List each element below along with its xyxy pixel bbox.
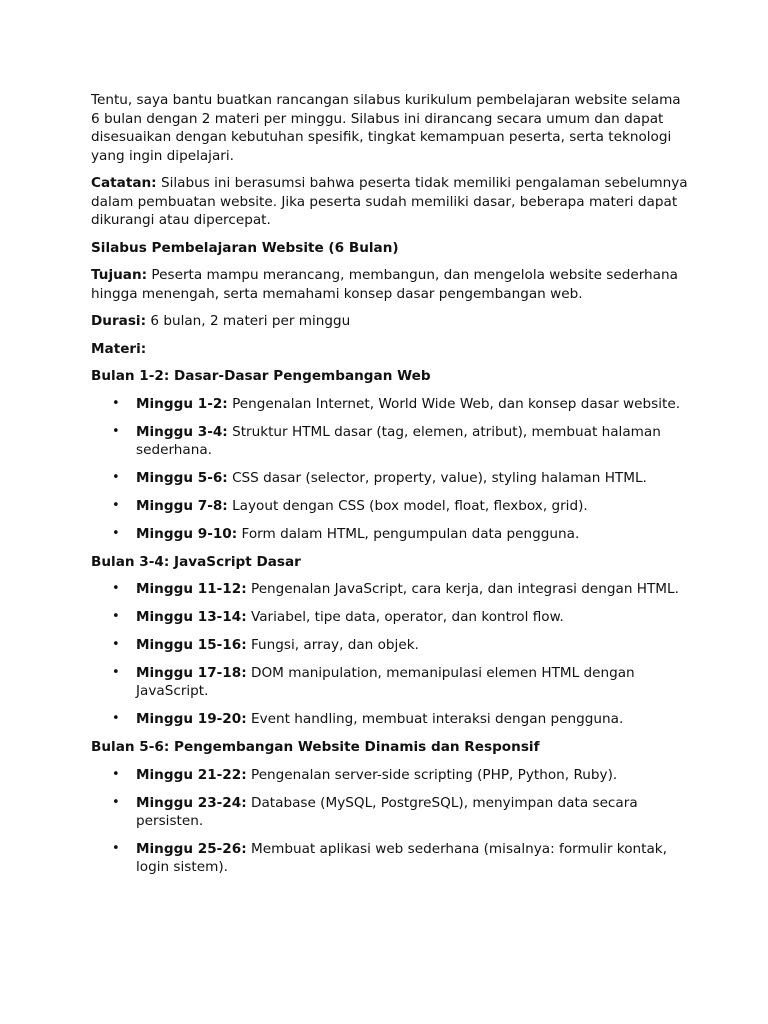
goal-paragraph — [91, 266, 691, 303]
goal-label: Tujuan: — [91, 267, 148, 283]
syllabus-title — [91, 239, 691, 258]
week-label: Minggu 5-6: — [136, 469, 228, 486]
bullet-icon: • — [112, 711, 120, 726]
section-heading — [91, 367, 691, 386]
week-text: Event handling, membuat interaksi dengan pengguna. — [250, 711, 624, 727]
bullet-icon: • — [112, 525, 120, 541]
week-list — [91, 766, 691, 876]
section-heading-text: Bulan 5-6: Pengembangan Website Dinamis dan Responsif — [91, 739, 540, 755]
section-heading-text: Bulan 3-4: JavaScript Dasar — [91, 553, 301, 570]
bullet-icon: • — [112, 766, 120, 782]
week-label: Minggu 3-4: — [136, 423, 228, 440]
week-text: Variabel, tipe data, operator, dan kontrol flow. — [250, 609, 564, 625]
duration-label: Durasi: — [91, 313, 147, 329]
week-text: Pengenalan JavaScript, cara kerja, dan integrasi dengan HTML. — [250, 581, 679, 597]
bullet-icon: • — [112, 469, 120, 485]
bullet-icon: • — [112, 423, 120, 439]
week-label: Minggu 9-10: — [136, 525, 238, 542]
list-item — [91, 395, 691, 413]
duration-paragraph — [91, 312, 691, 331]
list-item — [91, 710, 691, 728]
section-heading-text: Bulan 1-2: Dasar-Dasar Pengembangan Web — [91, 368, 431, 384]
list-item — [91, 608, 691, 626]
week-label: Minggu 11-12: — [136, 581, 247, 597]
section-heading — [91, 553, 691, 572]
week-label: Minggu 21-22: — [136, 766, 247, 783]
duration-text: 6 bulan, 2 materi per minggu — [150, 313, 351, 329]
week-label: Minggu 23-24: — [136, 794, 247, 811]
syllabus-title-text: Silabus Pembelajaran Website (6 Bulan) — [91, 239, 399, 256]
week-text: CSS dasar (selector, property, value), styling halaman HTML. — [232, 469, 647, 486]
week-text: Layout dengan CSS (box model, float, flexbox, grid). — [232, 497, 588, 514]
week-label: Minggu 15-16: — [136, 637, 247, 653]
week-text: Fungsi, array, dan objek. — [250, 637, 419, 653]
note-paragraph — [91, 174, 691, 230]
list-item — [91, 766, 691, 784]
bullet-icon: • — [112, 395, 120, 411]
week-text: Form dalam HTML, pengumpulan data pengguna. — [241, 525, 580, 542]
list-item — [91, 636, 691, 654]
list-item — [91, 423, 691, 459]
week-label: Minggu 17-18: — [136, 665, 247, 681]
list-item — [91, 840, 691, 876]
materials-label: Materi: — [91, 340, 147, 357]
bullet-icon: • — [112, 840, 120, 856]
materials-heading — [91, 340, 691, 359]
week-list — [91, 580, 691, 728]
week-text: Pengenalan server-side scripting (PHP, Python, Ruby). — [250, 766, 618, 783]
week-label: Minggu 7-8: — [136, 497, 228, 514]
bullet-icon: • — [112, 609, 120, 624]
intro-paragraph: Tentu, saya bantu buatkan rancangan silabus kurikulum pembelajaran website selama 6 bulan dengan 2 materi per minggu. Silabus ini dirancang secara umum dan dapat disesuaikan dengan kebutuhan spesifik, tingkat kemampuan peserta, serta teknologi yang ingin dipelajari. — [91, 92, 681, 164]
bullet-icon: • — [112, 497, 120, 513]
bullet-icon: • — [112, 665, 120, 680]
week-label: Minggu 1-2: — [136, 395, 228, 412]
list-item — [91, 794, 691, 830]
note-text: Silabus ini berasumsi bahwa peserta tidak memiliki pengalaman sebelumnya dalam pembuatan website. Jika peserta sudah memiliki dasar, beberapa materi dapat dikurangi atau dipercepat. — [91, 175, 688, 228]
week-text: Membuat aplikasi web sederhana (misalnya: formulir kontak, login sistem). — [136, 840, 667, 875]
section-heading — [91, 738, 691, 757]
week-label: Minggu 25-26: — [136, 840, 247, 857]
bullet-icon: • — [112, 794, 120, 810]
list-item — [91, 469, 691, 487]
goal-text: Peserta mampu merancang, membangun, dan mengelola website sederhana hingga menengah, serta memahami konsep dasar pengembangan web. — [91, 267, 678, 302]
bullet-icon: • — [112, 581, 120, 596]
document-body — [91, 91, 691, 886]
list-item — [91, 580, 691, 598]
week-label: Minggu 19-20: — [136, 711, 247, 727]
week-label: Minggu 13-14: — [136, 609, 247, 625]
list-item — [91, 525, 691, 543]
week-text: Database (MySQL, PostgreSQL), menyimpan data secara persisten. — [136, 794, 638, 829]
list-item — [91, 497, 691, 515]
note-label: Catatan: — [91, 175, 157, 191]
list-item — [91, 664, 691, 700]
week-text: Struktur HTML dasar (tag, elemen, atribut), membuat halaman sederhana. — [136, 423, 661, 458]
week-list — [91, 395, 691, 543]
bullet-icon: • — [112, 637, 120, 652]
week-text: DOM manipulation, memanipulasi elemen HTML dengan JavaScript. — [136, 665, 635, 699]
week-text: Pengenalan Internet, World Wide Web, dan konsep dasar website. — [232, 395, 681, 412]
